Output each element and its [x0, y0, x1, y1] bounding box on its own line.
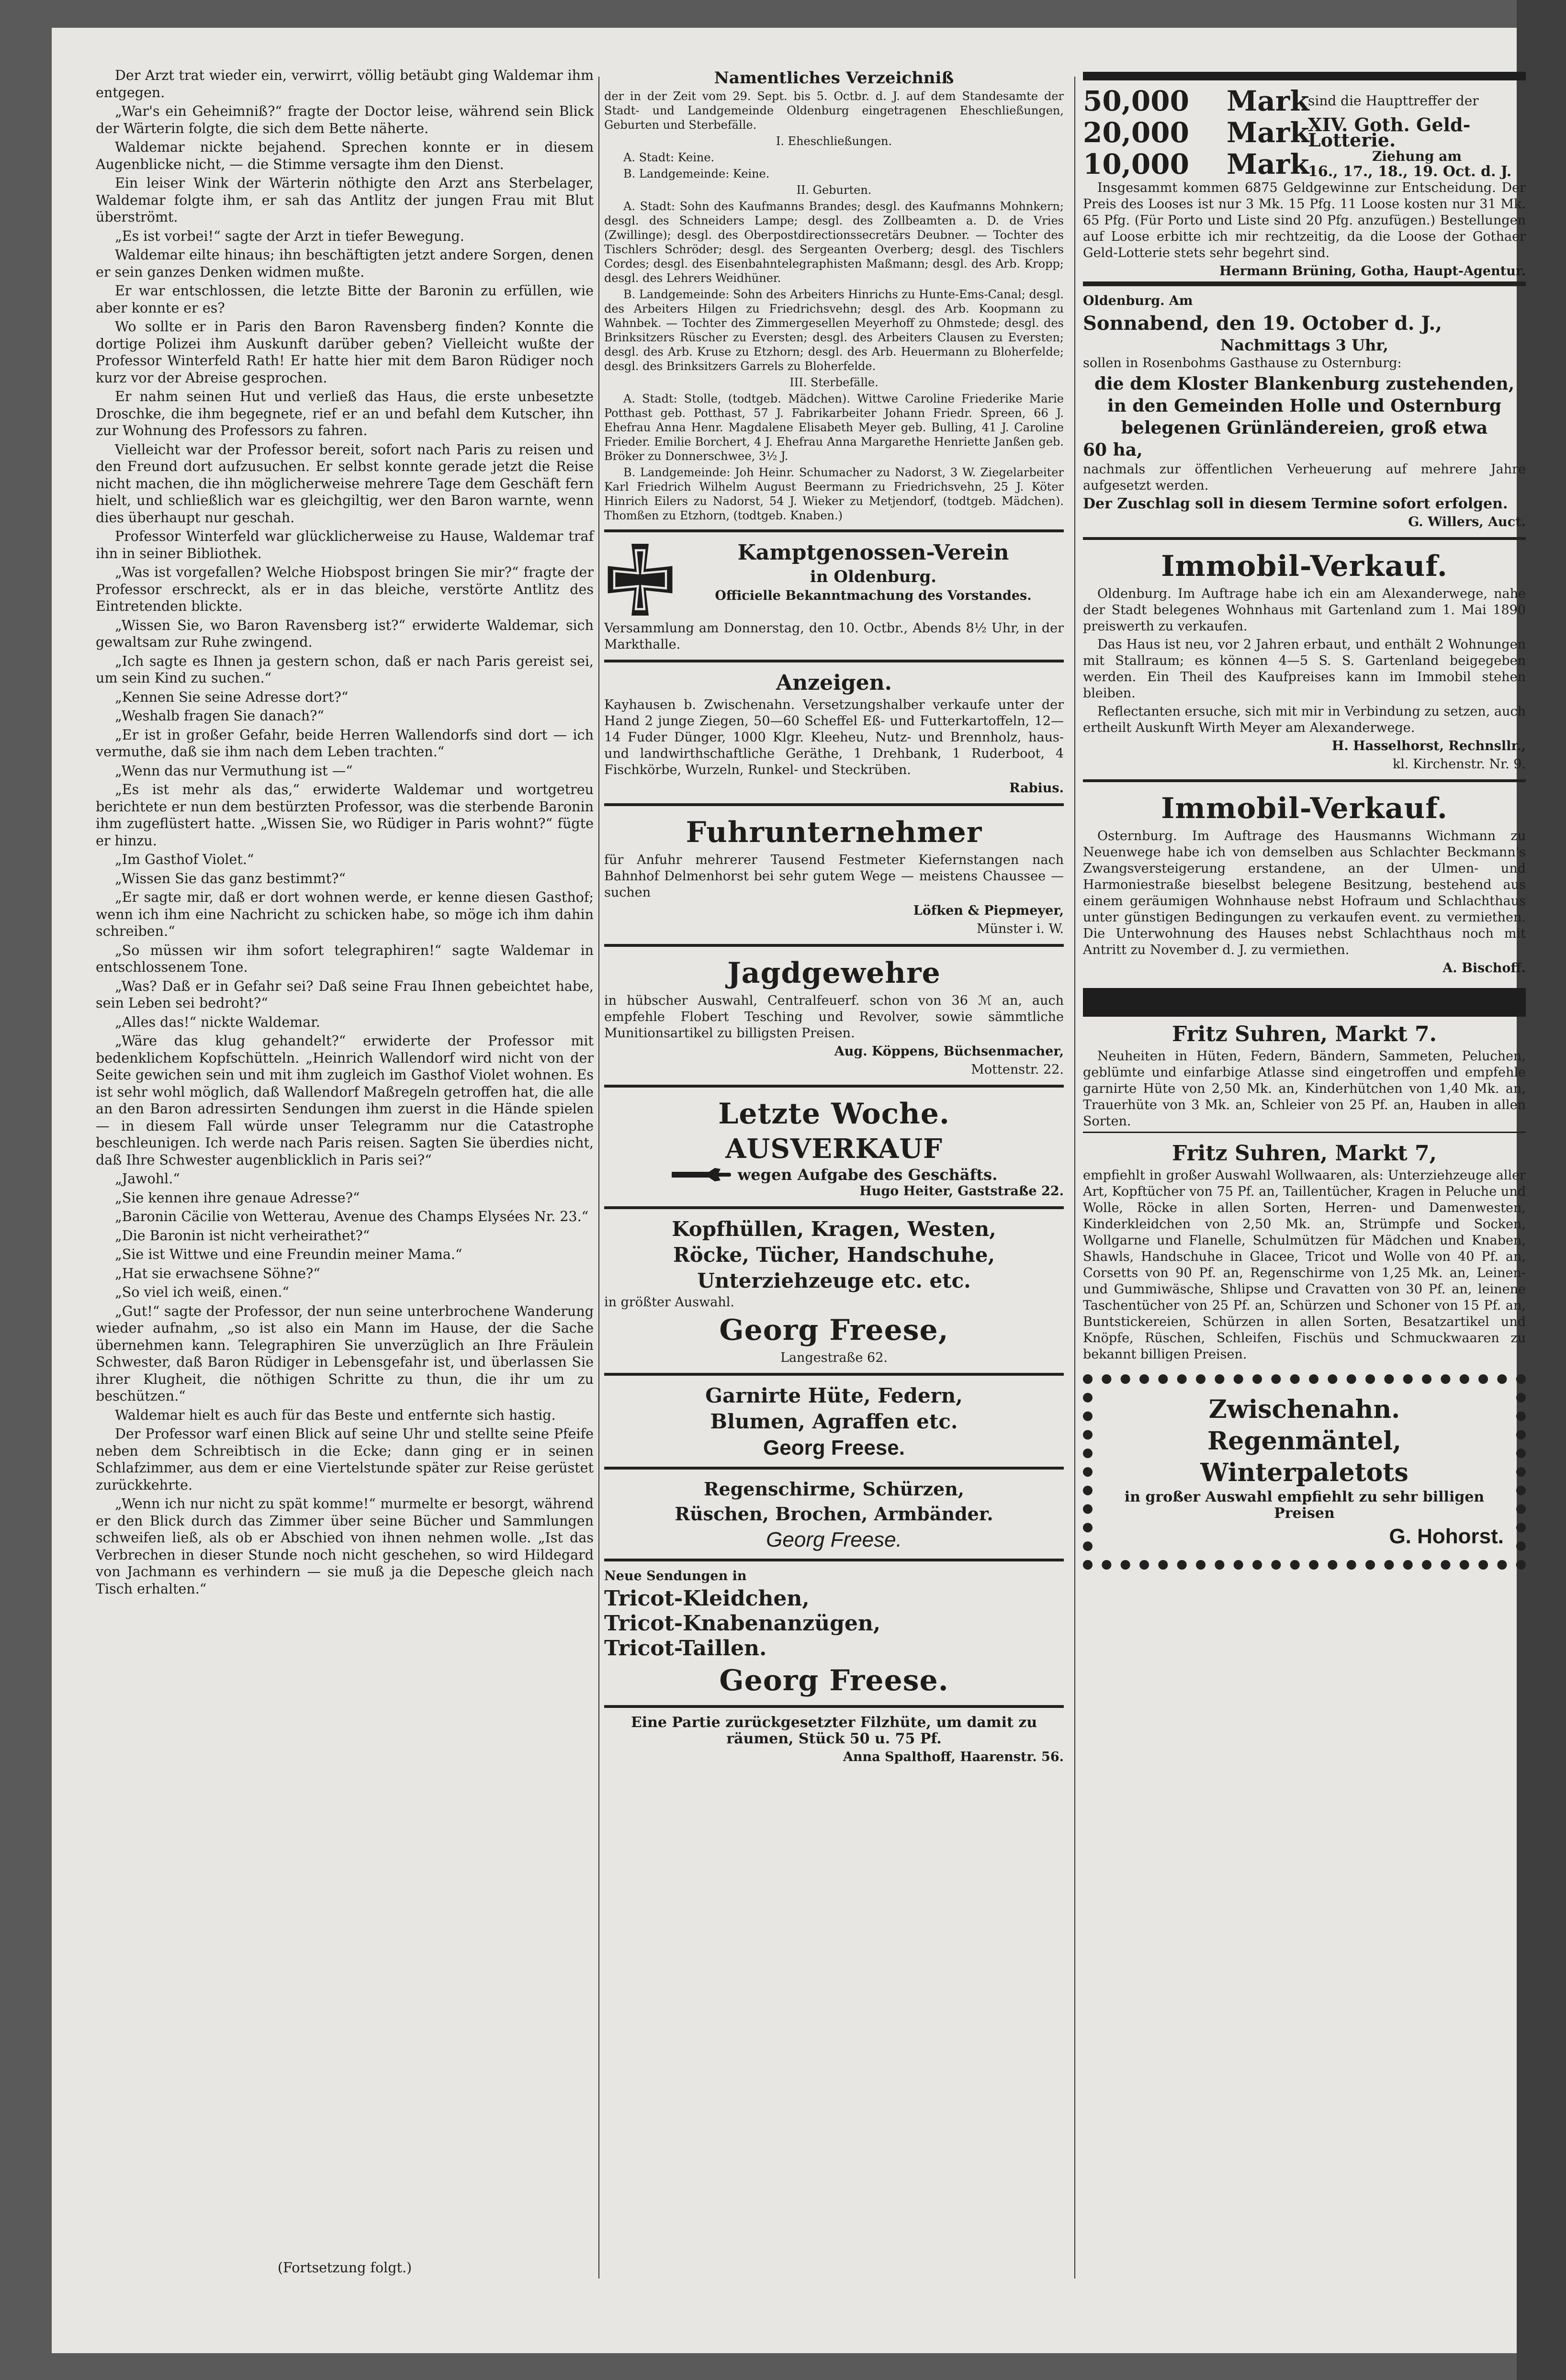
rule-bar-heavy [1083, 988, 1526, 1017]
story-paragraph: Vielleicht war der Professor bereit, sofort nach Paris zu reisen und den Freund dort aufzusuchen. Er selbst konnte gerade jetzt die Reise nicht machen, die ihn möglicherweise mehrere Tage dem Geschäft fern hielt, und schließlich war es gleichgiltig, wer den Baron warnte, wenn dies überhaupt nur geschah. [96, 441, 594, 526]
story-paragraph: Er nahm seinen Hut und verließ das Haus, die erste unbesetzte Droschke, die ihm begegnete, rief er an und befahl dem Kutscher, ihn zur Wohnung des Professors zu fahren. [96, 389, 594, 438]
story-paragraph: „Weshalb fragen Sie danach?“ [115, 708, 324, 724]
story-paragraph: Waldemar eilte hinaus; ihn beschäftigten jetzt andere Sorgen, denen er sein ganzes Denken widmen mußte. [96, 247, 594, 280]
story-paragraph: „Ich sagte es Ihnen ja gestern schon, daß er nach Paris gereist sei, um sein Kind zu suchen.“ [96, 653, 594, 686]
story-paragraph: „Die Baronin ist nicht verheirathet?“ [115, 1227, 370, 1244]
right-column [1083, 72, 1526, 1570]
story-paragraph: Professor Winterfeld war glücklicherweise zu Hause, Waldemar traf ihn in seiner Bibliothek. [96, 528, 594, 561]
hohorst-ad: Zwischenahn. Regenmäntel, Winterpaletots in großer Auswahl empfiehlt zu sehr billigen Preisen G. Hohorst. [1083, 1374, 1526, 1570]
story-paragraph: Der Arzt trat wieder ein, verwirrt, völlig betäubt ging Waldemar ihm entgegen. [96, 67, 594, 101]
lotterie-ad: 50,000 Mark sind die Haupttreffer der 20,000 Mark XIV. Goth. Geld-Lotterie. 10,000 Mark Ziehung am 16., 17., 18., 19. Oct. d. J. Insgesammt kommen 6875 Geldgewinne zur Entscheidung. Der Preis des Looses ist nur 3 Mk. 15 Pfg. 11 Loose kosten nur 31 Mk. 65 Pfg. (Für Porto und Liste sind 20 Pfg. anzufügen.) Bestellungen auf Loose erbitte ich mir rechtzeitig, da die Loose der Gothaer Geld-Lotterie stets sehr begehrt sind. Hermann Brüning, Gotha, Haupt-Agentur. [1083, 85, 1526, 279]
suhren-ad-2: Fritz Suhren, Markt 7, empfiehlt in großer Auswahl Wollwaaren, als: Unterziehzeuge aller Art, Kopftücher von 75 Pf. an, Taillentücher, Kragen in Peluche und Wolle, Röcke in allen Sorten, Herren- und Damenwesten, Kinderkleidchen von 2,50 Mk. an, Strümpfe und Socken, Wollgarne und Flanelle, Schulmützen für Mädchen und Knaben, Shawls, Handschuhe in Glacee, Tricot und Wolle von 40 Pf. an, Corsetts von 90 Pf. an, Regenschirme von 1,25 Mk. an, Leinen- und Gummiwäsche, Shlipse und Cravatten von 30 Pf. an, leinene Taschentücher von 25 Pf. an, Schürzen und Schoner von 15 Pf. an, Buntstickereien, Schürzen in allen Sorten, Besatzartikel und Knöpfe, Rüschen, Schleifen, Fischüs und Schmuckwaaren zu bekannt billigen Preisen. [1083, 1132, 1526, 1370]
story-paragraph: „Wissen Sie das ganz bestimmt?“ [115, 870, 346, 887]
story-paragraph: „Jawohl.“ [115, 1171, 180, 1187]
story-paragraph: „Er ist in großer Gefahr, beide Herren Wallendorfs sind dort — ich vermuthe, daß sie ihm nach dem Leben trachten.“ [96, 727, 594, 760]
jagdgewehre-ad: Jagdgewehre in hübscher Auswahl, Centralfeuerf. schon von 36 ℳ an, auch empfehle Flobert Tesching und Revolver, sowie sämmtliche Munitionsartikel zu billigsten Preisen. Aug. Köppens, Büchsenmacher, Mottenstr. 22. [604, 944, 1064, 1085]
story-paragraph: Ein leiser Wink der Wärterin nöthigte den Arzt ans Sterbelager, Waldemar folgte ihm, er sah das Antlitz der jungen Frau mit Blut überströmt. [96, 175, 594, 225]
freese-ad-1: Kopfhüllen, Kragen, Westen, Röcke, Tücher, Handschuhe, Unterziehzeuge etc. etc. in größter Auswahl. Georg Freese, Langestraße 62. [604, 1206, 1064, 1373]
ausverkauf-ad: Letzte Woche. AUSVERKAUF wegen Aufgabe des Geschäfts. Hugo Heiter, Gaststraße 22. [604, 1085, 1064, 1206]
anzeigen-ad: Anzeigen. Kayhausen b. Zwischenahn. Versetzungshalber verkaufe unter der Hand 2 junge Ziegen, 50—60 Scheffel Eß- und Futterkartoffeln, 12—14 Fuder Dünger, 1000 Klgr. Kleeheu, Nutz- und Brennholz, haus- und landwirthschaftliche Geräthe, 1 Drehbank, 1 Ruderboot, 4 Fischkörbe, Wurzeln, Runkel- und Steckrüben. Rabius. [604, 660, 1064, 803]
story-paragraph: „Baronin Cäcilie von Wetterau, Avenue des Champs Elysées Nr. 23.“ [115, 1209, 589, 1224]
story-paragraph: „Hat sie erwachsene Söhne?“ [115, 1265, 320, 1281]
register-notice: Namentliches Verzeichniß der in der Zeit vom 29. Sept. bis 5. Octbr. d. J. auf dem Standesamte der Stadt- und Landgemeinde Oldenburg eingetragenen Eheschließungen, Geburten und Sterbefälle. I. Eheschließungen. A. Stadt: Keine. B. Landgemeinde: Keine. II. Geburten. A. Stadt: Sohn des Kaufmanns Brandes; desgl. des Kaufmanns Mohnkern; desgl. des Schneiders Lampe; desgl. des Zollbeamten a. D. de Vries (Zwillinge); desgl. des Oberpostdirectionssecretärs Deubner. — Tochter des Tischlers Schröder; desgl. des Sergeanten Overberg; desgl. des Tischlers Cordes; desgl. des Eisenbahntelegraphisten Maßmann; desgl. des Arb. Kropp; desgl. des Lehrers Weidhüner. B. Landgemeinde: Sohn des Arbeiters Hinrichs zu Hunte-Ems-Canal; desgl. des Arbeiters Hilgen zu Friedrichsvehn; desgl. des Arb. Koopmann zu Wahnbek. — Tochter des Zimmergesellen Meyerhoff zu Ohmstede; desgl. des Brinksitzers Rüscher zu Eversten; desgl. des Arbeiters Clausen zu Eversten; desgl. des Arb. Kruse zu Etzhorn; desgl. des Arb. Heuermann zu Bloherfelde; desgl. des Brinksitzers Garrels zu Bloherfelde. III. Sterbefälle. A. Stadt: Stolle, (todtgeb. Mädchen). Wittwe Caroline Friederike Marie Potthast geb. Potthast, 57 J. Fabrikarbeiter Johann Friedr. Spreen, 66 J. Ehefrau Anna Henr. Magdalene Elisabeth Meyer geb. Bulling, 41 J. Caroline Frieder. Emilie Borchert, 4 J. Ehefrau Anna Margarethe Henriette Janßen geb. Bröker zu Donnerschwee, 3½ J. B. Landgemeinde: Joh Heinr. Schumacher zu Nadorst, 3 W. Ziegelarbeiter Karl Friedrich Wilhelm August Beermann zu Friedrichsvehn, 25 J. Köter Hinrich Eilers zu Nadorst, 54 J. Wieker zu Metjendorf, (todtgeb. Mädchen). Thomßen zu Etzhorn, (todtgeb. Knaben.) [604, 68, 1064, 522]
iron-cross-icon [604, 539, 676, 620]
freese-ad-3: Regenschirme, Schürzen, Rüschen, Brochen, Armbänder. Georg Freese. [604, 1467, 1064, 1559]
middle-column [604, 67, 1064, 1772]
story-paragraph: „War's ein Geheimniß?“ fragte der Doctor leise, während sein Blick der Wärterin folgte, die sich dem Bette näherte. [96, 103, 594, 136]
story-paragraph: „Es ist mehr als das,“ erwiderte Waldemar und wortgetreu berichtete er nun dem bestürzten Professor, was die sterbende Baronin ihm zugeflüstert hatte. „Wissen Sie, wo Rüdiger in Paris wohnt?“ fügte er hinzu. [96, 782, 594, 849]
story-paragraph: „So müssen wir ihm sofort telegraphiren!“ sagte Waldemar in entschlossenem Tone. [96, 942, 594, 975]
story-paragraph: Er war entschlossen, die letzte Bitte der Baronin zu erfüllen, wie aber konnte er es? [96, 283, 594, 316]
pointing-hand-icon [671, 1166, 733, 1183]
story-paragraph: „Er sagte mir, daß er dort wohnen werde, er kenne diesen Gasthof; wenn ich ihm eine Nachricht zu schicken habe, so möge ich ihm dahin schreiben.“ [96, 889, 594, 939]
story-paragraph: „Sie kennen ihre genaue Adresse?“ [115, 1190, 360, 1206]
immobil-ad-1: Immobil-Verkauf. Oldenburg. Im Auftrage habe ich ein am Alexanderwege, nahe der Stadt belegenes Wohnhaus mit Gartenland zum 1. Mai 1890 preiswerth zu verkaufen. Das Haus ist neu, vor 2 Jahren erbaut, und enthält 2 Wohnungen mit Stallraum; es können 4—5 S. S. Gartenland beigegeben werden. Ein Theil des Kaufpreises kann im Immobil stehen bleiben. Reflectanten ersuche, sich mit mir in Verbindung zu setzen, auch ertheilt Auskunft Wirth Meyer am Alexanderwege. H. Hasselhorst, Rechnsllr., kl. Kirchenstr. Nr. 9. [1083, 537, 1526, 779]
suhren-ad-1: Fritz Suhren, Markt 7. Neuheiten in Hüten, Federn, Bändern, Sammeten, Peluchen, geblümte und einfarbige Atlasse sind eingetroffen und empfehle garnirte Hüte von 2,50 Mk. an, Kinderhütchen von 1,40 Mk. an, Trauerhüte von 3 Mk. an, Schleier von 25 Pf. an, Hauben in allen Sorten. [1083, 1022, 1526, 1129]
fuhrunternehmer-ad: Fuhrunternehmer für Anfuhr mehrerer Tausend Festmeter Kiefernstangen nach Bahnhof Delmenhorst bei sehr gutem Wege — meistens Chaussee — suchen Löfken & Piepmeyer, Münster i. W. [604, 803, 1064, 944]
story-paragraph: „Was? Daß er in Gefahr sei? Daß seine Frau Ihnen gebeichtet habe, sein Leben sei bedroht?“ [96, 978, 594, 1011]
story-column [96, 67, 594, 1599]
story-paragraph: Der Professor warf einen Blick auf seine Uhr und stellte seine Pfeife neben dem Schreibtisch in die Ecke; dann ging er in seinen Schlafzimmer, aus dem er eine Viertelstunde später zur Reise gerüstet zurückkehrte. [96, 1426, 594, 1493]
rule-bar [1083, 72, 1526, 80]
spalthoff-ad: Eine Partie zurückgesetzter Filzhüte, um damit zu räumen, Stück 50 u. 75 Pf. Anna Spalthoff, Haarenstr. 56. [604, 1705, 1064, 1772]
column-rule-2 [1074, 77, 1075, 2279]
story-paragraph: „Alles das!“ nickte Waldemar. [115, 1014, 320, 1030]
story-paragraph: „So viel ich weiß, einen.“ [115, 1284, 289, 1300]
immobil-ad-2: Immobil-Verkauf. Osternburg. Im Auftrage des Hausmanns Wichmann zu Neuenwege habe ich von demselben aus Schlachter Beckmann's Zwangsversteigerung erstandene, an der Ulmen- und Harmoniestraße bieselbst belegene Besitzung, bestehend aus einem geräumigen Wohnhause nebst Hofraum und Schlachthaus unter günstigen Bedingungen zu verkaufen event. zu vermiethen. Die Unterwohnung des Hauses nebst Schlachthaus noch mit Antritt zu November d. J. zu vermiethen. A. Bischoff. [1083, 779, 1526, 983]
blankenburg-ad: Oldenburg. Am Sonnabend, den 19. October d. J., Nachmittags 3 Uhr, sollen in Rosenbohms Gasthause zu Osternburg: die dem Kloster Blankenburg zustehenden, in den Gemeinden Holle und Osternburg belegenen Grünländereien, groß etwa 60 ha, nachmals zur öffentlichen Verheuerung auf mehrere Jahre aufgesetzt werden. Der Zuschlag soll in diesem Termine sofort erfolgen. G. Willers, Auct. [1083, 281, 1526, 537]
story-paragraph: „Gut!“ sagte der Professor, der nun seine unterbrochene Wanderung wieder aufnahm, „so ist also ein Mann im Hause, der die Sache übernehmen kann. Telegraphiren Sie unverzüglich an Ihre Fräulein Schwester, daß Baron Rüdiger in Lebensgefahr ist, und überlassen Sie ihrer Klugheit, die nöthigen Schritte zu thun, die ihr um zu beschützen.“ [96, 1303, 594, 1404]
story-paragraph: Waldemar hielt es auch für das Beste und entfernte sich hastig. [115, 1407, 556, 1423]
story-paragraph: Waldemar nickte bejahend. Sprechen konnte er in diesem Augenblicke nicht, — die Stimme versagte ihm den Dienst. [96, 139, 594, 172]
story-paragraph: Wo sollte er in Paris den Baron Ravensberg finden? Konnte die dortige Polizei ihm Auskunft darüber geben? Vielleicht wußte der Professor Winterfeld Rath! Er hatte hier mit dem Baron Rüdiger noch kurz vor der Abreise gesprochen. [96, 319, 594, 386]
story-continued: (Fortsetzung folgt.) [277, 2260, 412, 2276]
freese-ad-2: Garnirte Hüte, Federn, Blumen, Agraffen etc. Georg Freese. [604, 1373, 1064, 1467]
column-rule-1 [598, 77, 599, 2279]
story-paragraph: „Im Gasthof Violet.“ [115, 852, 254, 867]
story-paragraph: „Wissen Sie, wo Baron Ravensberg ist?“ erwiderte Waldemar, sich gewaltsam zur Ruhe zwingend. [96, 617, 594, 650]
story-paragraph: „Was ist vorgefallen? Welche Hiobspost bringen Sie mir?“ fragte der Professor erschreckt, als er in das bleiche, verstörte Antlitz des Eintretenden blickte. [96, 564, 594, 614]
freese-ad-4: Neue Sendungen in Tricot-Kleidchen, Tricot-Knabenanzügen, Tricot-Taillen. Georg Freese. [604, 1559, 1064, 1705]
story-paragraph: „Wäre das klug gehandelt?“ erwiderte der Professor mit bedenklichem Kopfschütteln. „Heinrich Wallendorf wird nicht von der Seite gewichen sein und mit ihm zugleich im Gasthof Violet wohnen. Es ist sehr wohl möglich, daß Wallendorf Maßregeln getroffen hat, die alle an den Baron adressirten Sendungen ihm zuerst in die Hände spielen — in diesem Fall würde unser Telegramm nur die Catastrophe beschleunigen. Ich werde nach Paris reisen. Sagten Sie überdies nicht, daß Ihre Schwester augenblicklich in Paris sei?“ [96, 1033, 594, 1168]
kampfgenossen-ad: Kamptgenossen-Verein in Oldenburg. Officielle Bekanntmachung des Vorstandes. Versammlung am Donnerstag, den 10. Octbr., Abends 8½ Uhr, in der Markthalle. [604, 529, 1064, 660]
story-paragraph: „Es ist vorbei!“ sagte der Arzt in tiefer Bewegung. [115, 228, 464, 244]
story-paragraph: „Kennen Sie seine Adresse dort?“ [115, 689, 349, 705]
story-paragraph: „Sie ist Wittwe und eine Freundin meiner Mama.“ [115, 1246, 462, 1262]
story-paragraph: „Wenn ich nur nicht zu spät komme!“ murmelte er besorgt, während er den Blick durch das Zimmer über seine Bücher und Sammlungen schweifen ließ, als ob er Abschied von ihnen nehmen wolle. „Ist das Verbrechen in dieser Stunde noch nicht geschehen, so wird Hildegard von Jachmann es verhindern — sie muß ja die Depesche gleich nach Tisch erhalten.“ [96, 1496, 594, 1597]
story-paragraph: „Wenn das nur Vermuthung ist —“ [115, 763, 353, 779]
